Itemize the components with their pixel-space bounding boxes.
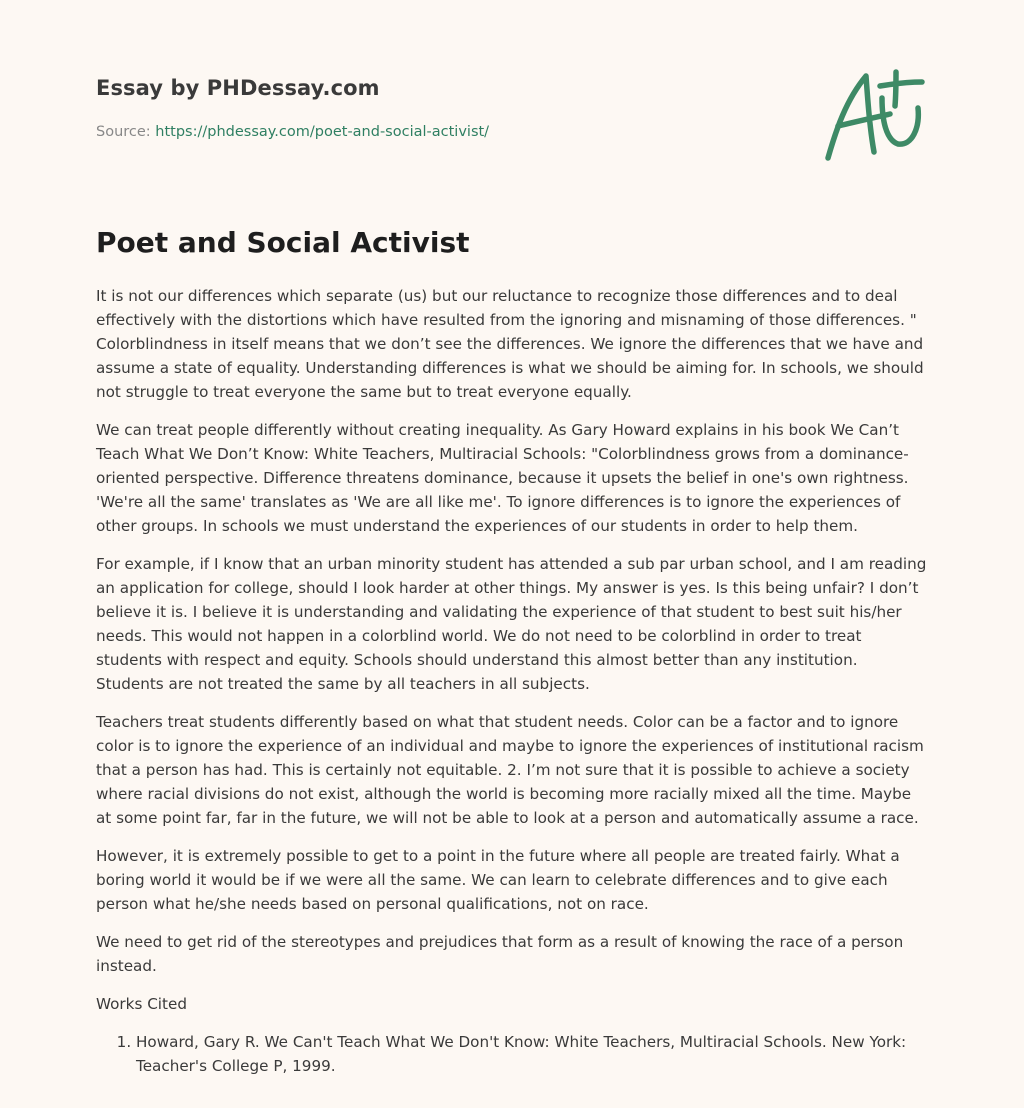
essay-paragraph: We need to get rid of the stereotypes and prejudices that form as a result of knowing the race of a person instead. [96,933,904,975]
source-link[interactable]: https://phdessay.com/poet-and-social-activist/ [155,124,490,140]
essay-paragraph: Teachers treat students differently based on what that student needs. Color can be a factor and to ignore color is to ignore the experience of an individual and maybe to ignore the experiences of institutional racism that a person has had. This is certainly not equitable. 2. I’m not sure that it is possible to achieve a society where racial divisions do not exist, although the world is becoming more racially mixed all the time. Maybe at some point far, far in the future, we will not be able to look at a person and automatically assume a race. [96,713,924,827]
references-list [96,1030,930,1078]
a-plus-logo-icon [824,68,928,164]
reference-item: 1. Howard, Gary R. We Can't Teach What We Don't Know: White Teachers, Multiracial Schools. New York: Teacher's College P, 1999. [136,1030,930,1078]
essay-paragraph: For example, if I know that an urban minority student has attended a sub par urban school, and I am reading an application for college, should I look harder at other things. My answer is yes. Is this being unfair? I don’t believe it is. I believe it is understanding and validating the experience of that student to best suit his/her needs. This would not happen in a colorblind world. We do not need to be colorblind in order to treat students with respect and equity. Schools should understand this almost better than any institution. Students are not treated the same by all teachers in all subjects. [96,555,927,693]
essay-body [96,284,930,1078]
works-cited-heading: Works Cited [96,995,187,1013]
site-brand: Essay by PHDessay.com [96,76,380,100]
source-line [96,124,489,140]
essay-paragraph: It is not our differences which separate (us) but our reluctance to recognize those differences and to deal effectively with the distortions which have resulted from the ignoring and misnaming of those differences. " Colorblindness in itself means that we don’t see the differences. We ignore the differences that we have and assume a state of equality. Understanding differences is what we should be aiming for. In schools, we should not struggle to treat everyone the same but to treat everyone equally. [96,287,924,401]
essay-paragraph: We can treat people differently without creating inequality. As Gary Howard explains in his book We Can’t Teach What We Don’t Know: White Teachers, Multiracial Schools: "Colorblindness grows from a dominance-oriented perspective. Difference threatens dominance, because it upsets the belief in one's own rightness. 'We're all the same' translates as 'We are all like me'. To ignore differences is to ignore the experiences of other groups. In schools we must understand the experiences of our students in order to help them. [96,421,909,535]
essay-paragraph: However, it is extremely possible to get to a point in the future where all people are treated fairly. What a boring world it would be if we were all the same. We can learn to celebrate differences and to give each person what he/she needs based on personal qualifications, not on race. [96,847,900,913]
source-label: Source: [96,124,156,140]
essay-title: Poet and Social Activist [96,226,470,259]
